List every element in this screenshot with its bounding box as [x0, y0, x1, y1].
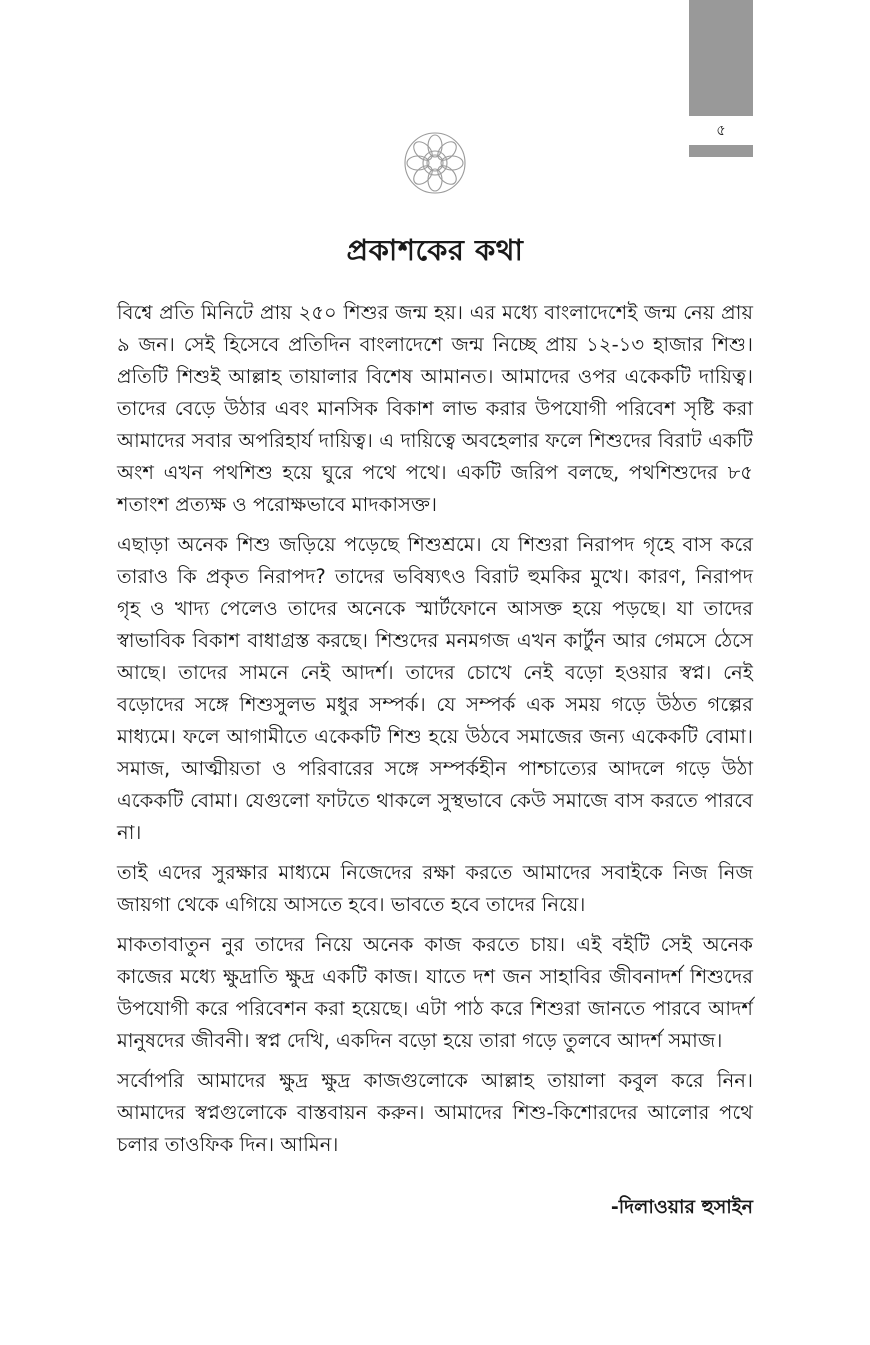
paragraph-1: বিশ্বে প্রতি মিনিটে প্রায় ২৫০ শিশুর জন্ম হয়। এর মধ্যে বাংলাদেশেই জন্ম নেয় প্রায় ৯ জন। সেই হিসেবে প্রতিদিন বাংলাদেশে জন্ম নিচ্ছে প্রায় ১২-১৩ হাজার শিশু। প্রতিটি শিশুই আল্লাহ তায়ালার বিশেষ আমানত। আমাদের ওপর একেকটি দায়িত্ব। তাদের বেড়ে উঠার এবং মানসিক বিকাশ লাভ করার উপযোগী পরিবেশ সৃষ্টি করা আমাদের সবার অপরিহার্য দায়িত্ব। এ দায়িত্বে অবহেলার ফলে শিশুদের বিরাট একটি অংশ এখন পথশিশু হয়ে ঘুরে পথে পথে। একটি জরিপ বলছে, পথশিশুদের ৮৫ শতাংশ প্রত্যক্ষ ও পরোক্ষভাবে মাদকাসক্ত। — [117, 301, 753, 516]
page-title: প্রকাশকের কথা — [346, 233, 524, 267]
body-text — [117, 297, 753, 1169]
floral-mandala-icon — [400, 128, 470, 198]
paragraph-3: তাই এদের সুরক্ষার মাধ্যমে নিজেদের রক্ষা করতে আমাদের সবাইকে নিজ নিজ জায়গা থেকে এগিয়ে আসতে হবে। ভাবতে হবে তাদের নিয়ে। — [117, 861, 753, 916]
paragraph-4: মাকতাবাতুন নুর তাদের নিয়ে অনেক কাজ করতে চায়। এই বইটি সেই অনেক কাজের মধ্যে ক্ষুদ্রাতি ক্ষুদ্র একটি কাজ। যাতে দশ জন সাহাবির জীবনাদর্শ শিশুদের উপযোগী করে পরিবেশন করা হয়েছে। এটা পাঠ করে শিশুরা জানতে পারবে আদর্শ মানুষদের জীবনী। স্বপ্ন দেখি, একদিন বড়ো হয়ে তারা গড়ে তুলবে আদর্শ সমাজ। — [117, 933, 753, 1052]
paragraph-5: সর্বোপরি আমাদের ক্ষুদ্র ক্ষুদ্র কাজগুলোকে আল্লাহ তায়ালা কবুল করে নিন। আমাদের স্বপ্নগুলোকে বাস্তবায়ন করুন। আমাদের শিশু-কিশোরদের আলোর পথে চলার তাওফিক দিন। আমিন। — [117, 1069, 753, 1156]
author-signature: -দিলাওয়ার হুসাইন — [610, 1196, 753, 1218]
paragraph-2: এছাড়া অনেক শিশু জড়িয়ে পড়েছে শিশুশ্রমে। যে শিশুরা নিরাপদ গৃহে বাস করে তারাও কি প্রকৃত নিরাপদ? তাদের ভবিষ্যৎও বিরাট হুমকির মুখে। কারণ, নিরাপদ গৃহ ও খাদ্য পেলেও তাদের অনেকে স্মার্টফোনে আসক্ত হয়ে পড়ছে। যা তাদের স্বাভাবিক বিকাশ বাধাগ্রস্ত করছে। শিশুদের মনমগজ এখন কার্টুন আর গেমসে ঠেসে আছে। তাদের সামনে নেই আদর্শ। তাদের চোখে নেই বড়ো হওয়ার স্বপ্ন। নেই বড়োদের সঙ্গে শিশুসুলভ মধুর সম্পর্ক। যে সম্পর্ক এক সময় গড়ে উঠত গল্পের মাধ্যমে। ফলে আগামীতে একেকটি শিশু হয়ে উঠবে সমাজের জন্য একেকটি বোমা। সমাজ, আত্মীয়তা ও পরিবারের সঙ্গে সম্পর্কহীন পাশ্চাত্যের আদলে গড়ে উঠা একেকটি বোমা। যেগুলো ফাটতে থাকলে সুস্থভাবে কেউ সমাজে বাস করতে পারবে না। — [117, 533, 753, 844]
page-tab-marker — [689, 0, 753, 116]
page-number: ৫ — [716, 121, 726, 139]
page-tab-marker-small — [689, 145, 753, 157]
